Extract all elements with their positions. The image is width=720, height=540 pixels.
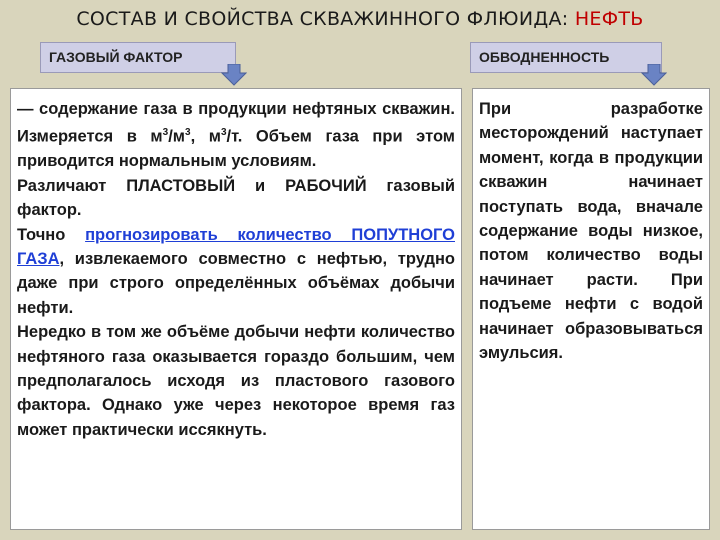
- gas-forecast: [17, 223, 455, 321]
- gas-definition-text-b: /м: [168, 127, 185, 146]
- title-main: СОСТАВ И СВОЙСТВА СКВАЖИННОГО ФЛЮИДА:: [76, 8, 575, 30]
- slide-title: [0, 8, 720, 30]
- gas-types: Различают ПЛАСТОВЫЙ и РАБОЧИЙ газовый фактор.: [17, 176, 455, 220]
- arrow-down-icon: [221, 64, 247, 86]
- gas-factor-panel: [10, 88, 462, 530]
- gas-definition: [17, 97, 455, 174]
- superscript: 3: [220, 127, 227, 139]
- superscript: 3: [185, 127, 191, 139]
- gas-variation: Нередко в том же объёме добычи нефти количество нефтяного газа оказывается гораздо большим, чем предполагалось исходя из пластового газового фактора. Однако уже через некоторое время газ может практически иссякнуть.: [17, 323, 455, 439]
- water-cut-text: При разработке месторождений наступает момент, когда в продукции скважин начинает поступать вода, вначале содержание воды низкое, потом количество воды начинает расти. При подъеме нефти с водой начинает образовываться эмульсия.: [479, 100, 703, 363]
- arrow-down-icon: [641, 64, 667, 86]
- water-cut-panel: [472, 88, 710, 530]
- associated-gas-link[interactable]: прогнозировать количество ПОПУТНОГО ГАЗА: [17, 225, 455, 268]
- gas-factor-label: ГАЗОВЫЙ ФАКТОР: [40, 42, 236, 73]
- superscript: 3: [162, 127, 169, 139]
- gas-forecast-text-a: Точно: [17, 225, 86, 244]
- water-cut-label: ОБВОДНЕННОСТЬ: [470, 42, 662, 73]
- gas-definition-text-d: /т. Объем газа при этом приводится нормальным условиям.: [17, 127, 456, 171]
- gas-forecast-text-b: , извлекаемого совместно с нефтью, трудно даже при строго определённых объёмах добычи нефти.: [17, 249, 455, 317]
- title-accent: НЕФТЬ: [574, 8, 644, 30]
- gas-definition-text-c: , м: [190, 127, 221, 146]
- gas-definition-text-a: — содержание газа в продукции нефтяных скважин. Измеряется в м: [17, 100, 455, 146]
